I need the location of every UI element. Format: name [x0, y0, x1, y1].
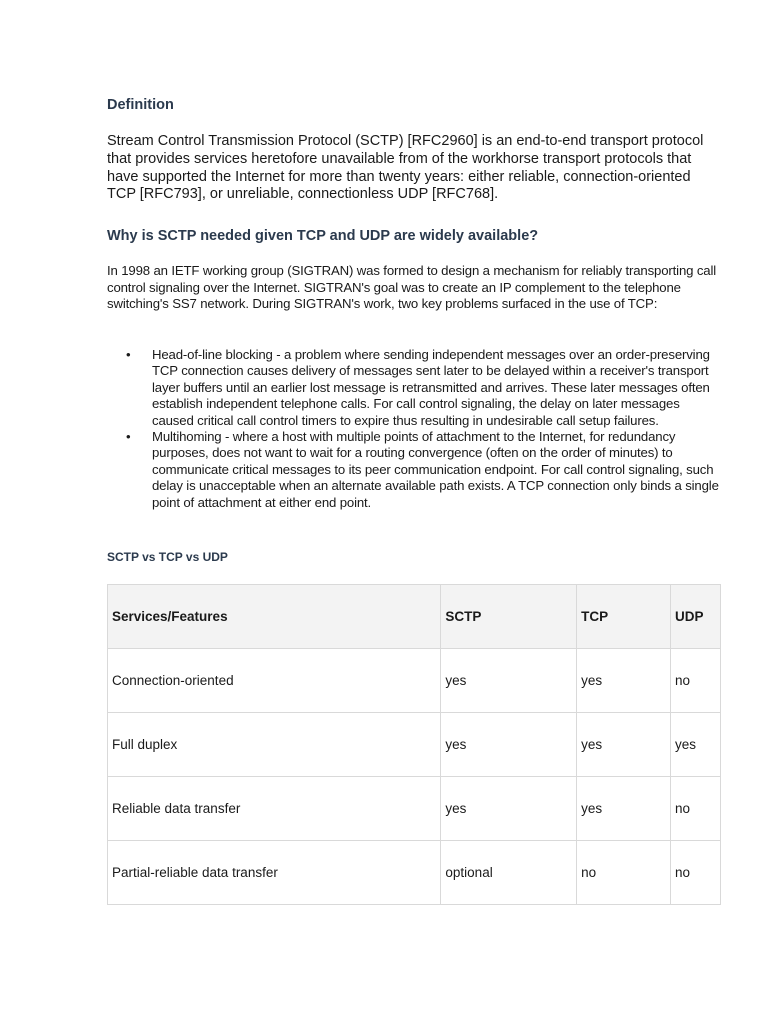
- table-cell: no: [577, 841, 671, 905]
- table-row: [108, 841, 721, 905]
- table-cell: no: [671, 841, 721, 905]
- table-header-row: [108, 585, 721, 649]
- header-cell: Services/Features: [108, 585, 441, 649]
- list-item: [107, 429, 721, 511]
- table-cell: yes: [441, 649, 577, 713]
- table-cell: Connection-oriented: [108, 649, 441, 713]
- table-cell: yes: [577, 713, 671, 777]
- why-sctp-heading: Why is SCTP needed given TCP and UDP are widely available?: [107, 228, 539, 244]
- comparison-title: SCTP vs TCP vs UDP: [107, 550, 228, 564]
- problems-list: [107, 347, 721, 511]
- table-row: [108, 713, 721, 777]
- table-cell: yes: [441, 713, 577, 777]
- history-paragraph: In 1998 an IETF working group (SIGTRAN) was formed to design a mechanism for reliably transporting call control signaling over the Internet. SIGTRAN's goal was to create an IP complement to the telephone switching's SS7 network. During SIGTRAN's work, two key problems surfaced in the use of TCP:: [107, 263, 717, 312]
- header-cell: TCP: [577, 585, 671, 649]
- table-row: [108, 777, 721, 841]
- problem-text: Head-of-line blocking - a problem where sending independent messages over an order-preserving TCP connection causes delivery of messages sent later to be delayed within a receiver's transport layer buffers until an earlier lost message is retransmitted and arrives. These later messages often establish independent telephone calls. For call control signaling, the delay on later messages caused critical call control timers to expire thus resulting in undesirable call setup failures.: [152, 347, 710, 428]
- table-cell: no: [671, 777, 721, 841]
- table-cell: Reliable data transfer: [108, 777, 441, 841]
- problem-text: Multihoming - where a host with multiple points of attachment to the Internet, for redundancy purposes, does not want to wait for a routing convergence (often on the order of minutes) to communicate critical messages to its peer communication endpoint. For call control signaling, such delay is unacceptable when an alternate available path exists. A TCP connection only binds a single point of attachment at either end point.: [152, 429, 719, 510]
- header-cell: UDP: [671, 585, 721, 649]
- list-item: [107, 347, 721, 429]
- bullet-icon: •: [126, 347, 131, 362]
- table-cell: yes: [577, 649, 671, 713]
- header-cell: SCTP: [441, 585, 577, 649]
- bullet-icon: •: [126, 429, 131, 445]
- table-cell: yes: [577, 777, 671, 841]
- definition-heading: Definition: [107, 97, 174, 113]
- definition-paragraph: Stream Control Transmission Protocol (SCTP) [RFC2960] is an end-to-end transport protocol that provides services heretofore unavailable from of the workhorse transport protocols that have supported the Internet for more than twenty years: either reliable, connection-oriented TCP [RFC793], or unreliable, connectionless UDP [RFC768].: [107, 133, 704, 203]
- table-cell: no: [671, 649, 721, 713]
- comparison-table: [107, 584, 721, 905]
- table-cell: Full duplex: [108, 713, 441, 777]
- table-cell: yes: [441, 777, 577, 841]
- table-cell: Partial-reliable data transfer: [108, 841, 441, 905]
- table-cell: yes: [671, 713, 721, 777]
- table-row: [108, 649, 721, 713]
- table-cell: optional: [441, 841, 577, 905]
